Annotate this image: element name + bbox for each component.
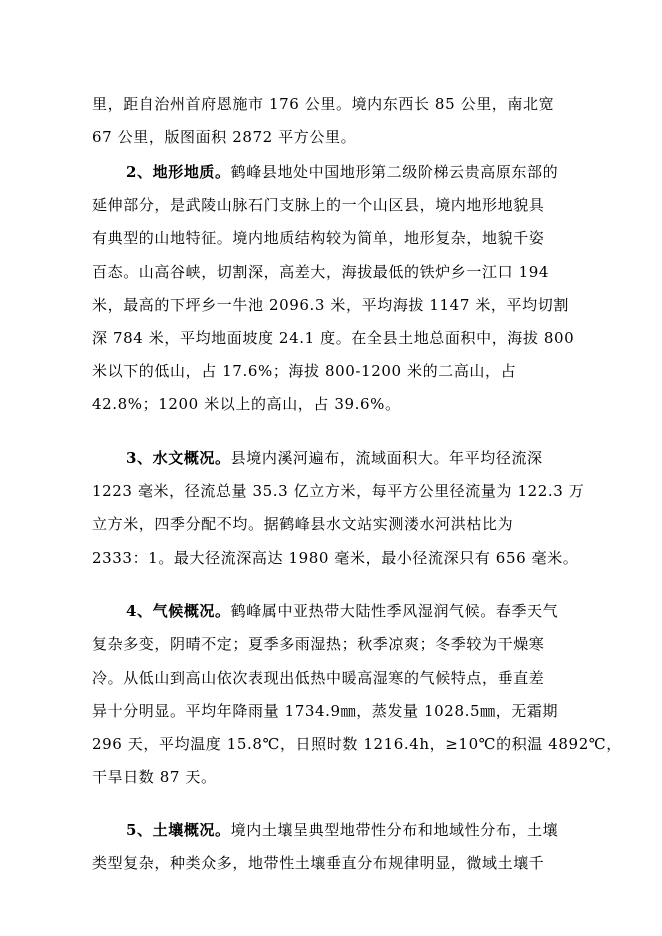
text-run: 境内土壤呈典型地带性分布和地域性分布，土壤: [230, 821, 559, 839]
text-line: 异十分明显。平均年降雨量 1734.9㎜，蒸发量 1028.5㎜，无霜期: [92, 702, 559, 720]
text-run: 鹤峰县地处中国地形第二级阶梯云贵高原东部的: [230, 163, 559, 181]
text-line: 类型复杂，种类众多，地带性土壤垂直分布规律明显，微域土壤千: [92, 854, 545, 872]
paragraph-first-line: [126, 162, 558, 182]
text-line: 米以下的低山，占 17.6%；海拔 800-1200 米的二高山，占: [92, 362, 517, 380]
text-line: 立方米，四季分配不均。据鹤峰县水文站实测溇水河洪枯比为: [92, 515, 514, 533]
text-line: 米，最高的下坪乡一牛池 2096.3 米，平均海拔 1147 米，平均切割: [92, 296, 569, 314]
text-line: 冷。从低山到高山依次表现出低热中暖高湿寒的气候特点，垂直差: [92, 669, 545, 687]
paragraph-first-line: [126, 601, 558, 621]
paragraph-first-line: [126, 448, 543, 468]
text-line: 延伸部分，是武陵山脉石门支脉上的一个山区县，境内地形地貌具: [92, 196, 545, 214]
text-line: 1223 毫米，径流总量 35.3 亿立方米，每平方公里径流量为 122.3 万: [92, 482, 585, 500]
text-run: 鹤峰属中亚热带大陆性季风湿润气候。春季天气: [230, 602, 559, 620]
text-line: 2333：1。最大径流深高达 1980 毫米，最小径流深只有 656 毫米。: [92, 549, 579, 567]
text-line: 复杂多变，阴晴不定；夏季多雨湿热；秋季凉爽；冬季较为干燥寒: [92, 635, 545, 653]
text-line: 42.8%；1200 米以上的高山，占 39.6%。: [92, 395, 401, 413]
text-line: 干旱日数 87 天。: [92, 768, 217, 786]
text-line: 有典型的山地特征。境内地质结构较为简单，地形复杂，地貌千姿: [92, 229, 545, 247]
text-line: 里，距自治州首府恩施市 176 公里。境内东西长 85 公里，南北宽: [92, 95, 555, 113]
section-heading: 2、地形地质。: [126, 163, 231, 181]
text-line: 67 公里，版图面积 2872 平方公里。: [92, 128, 357, 146]
section-heading: 5、土壤概况。: [126, 821, 231, 839]
text-line: 深 784 米，平均地面坡度 24.1 度。在全县土地总面积中，海拔 800: [92, 329, 575, 347]
text-line: 296 天，平均温度 15.8℃，日照时数 1216.4h，≥10℃的积温 4892℃，: [92, 735, 622, 753]
section-heading: 4、气候概况。: [126, 602, 231, 620]
text-line: 百态。山高谷峡，切割深，高差大，海拔最低的铁炉乡一江口 194: [92, 263, 550, 281]
section-heading: 3、水文概况。: [126, 449, 231, 467]
text-run: 县境内溪河遍布，流域面积大。年平均径流深: [230, 449, 543, 467]
paragraph-first-line: [126, 820, 558, 840]
